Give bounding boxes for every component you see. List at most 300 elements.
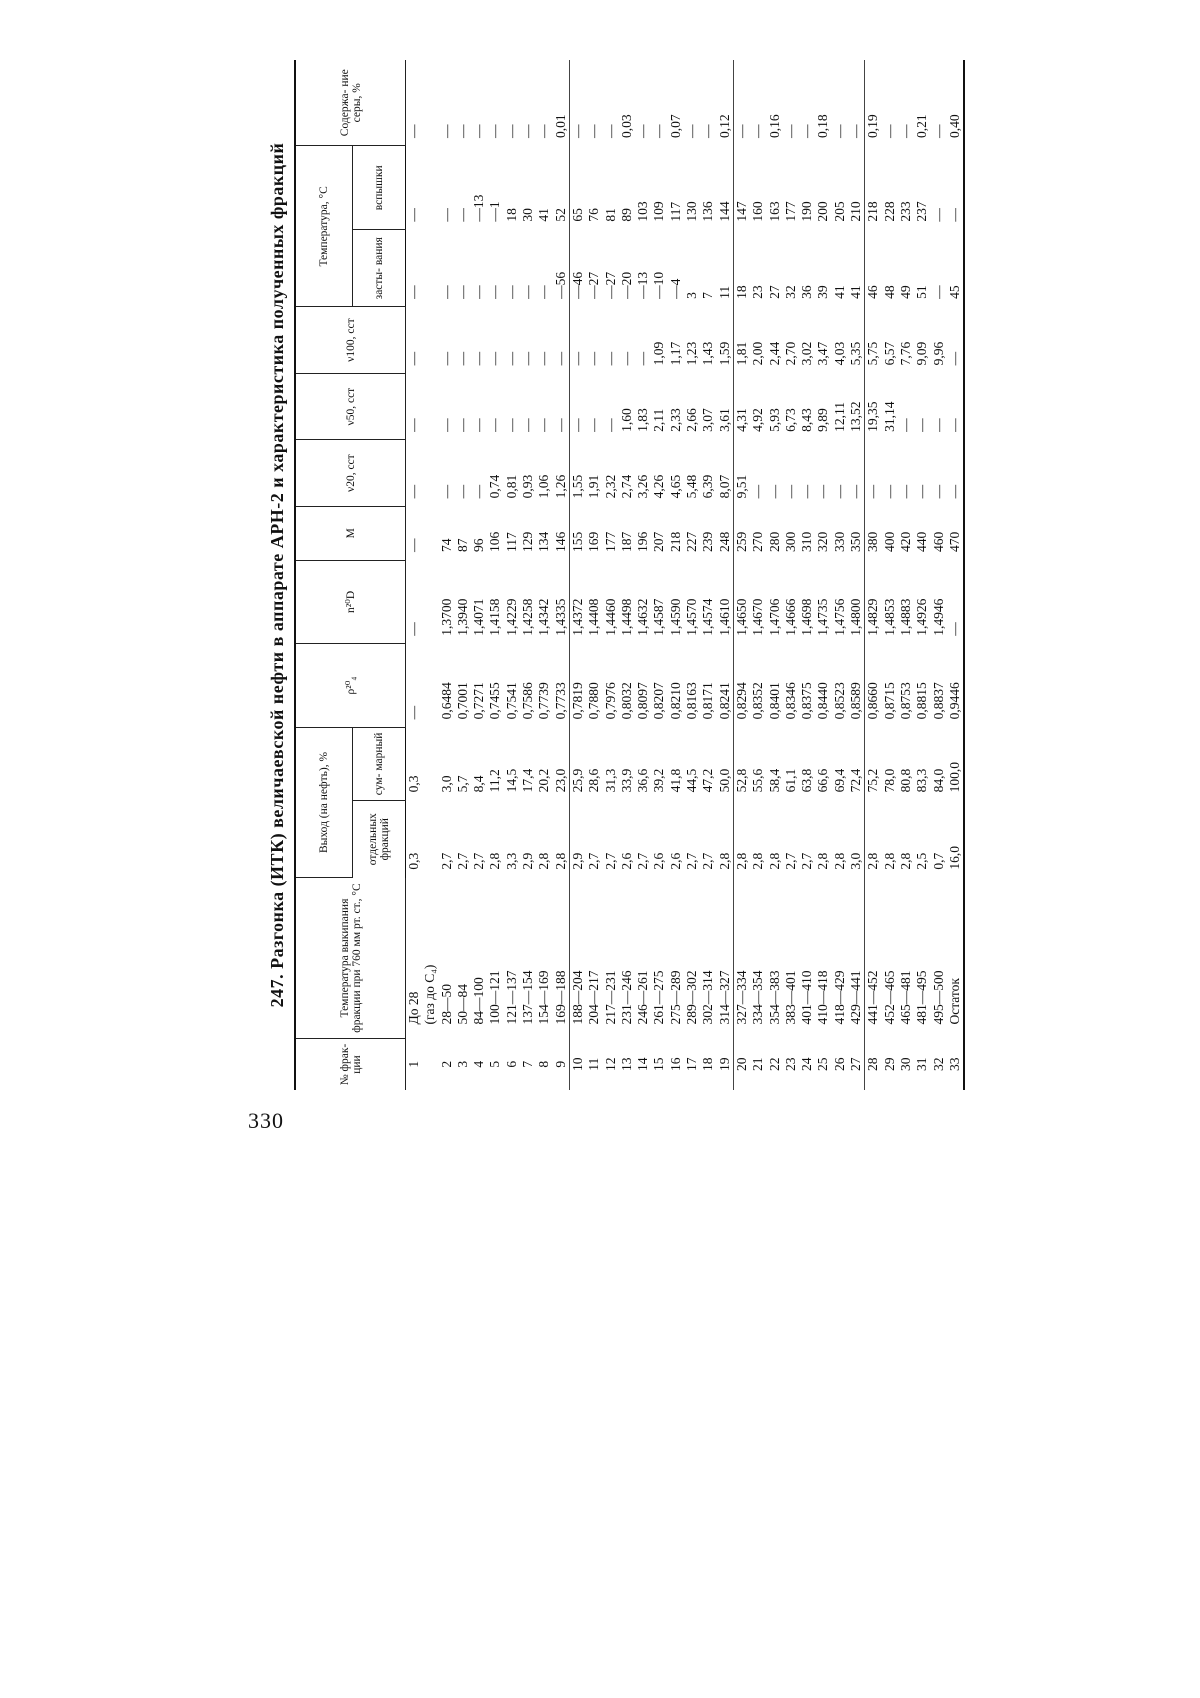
cell-boiling-range: 327—334 <box>733 878 750 1039</box>
cell-viscosity-20: 1,91 <box>586 474 602 499</box>
cell-viscosity-100: — <box>552 351 568 366</box>
cell-viscosity-100: — <box>406 351 421 366</box>
cell-viscosity-100: — <box>618 351 634 366</box>
cell-refraction: 1,4258 <box>520 598 536 636</box>
cell-pour-point: 3 <box>684 292 700 299</box>
cell-pour-point: 32 <box>782 285 798 299</box>
cell-yield-separate: 3,0 <box>848 852 864 870</box>
cell-fraction-number: 12 <box>602 1057 618 1072</box>
cell-pour-point: 46 <box>865 230 882 307</box>
cell-density: 0,8589 <box>848 682 864 720</box>
cell-boiling-range: 188—204 <box>569 878 586 1039</box>
cell-density: — <box>406 705 421 720</box>
cell-fraction-number: 24 <box>799 1057 815 1072</box>
header-temperature-group: Температура, °C <box>295 146 353 307</box>
cell-viscosity-100: 5,75 <box>865 307 882 374</box>
table-row <box>520 60 536 1090</box>
cell-fraction-number: 23 <box>782 1057 798 1072</box>
table-row <box>931 60 947 1090</box>
cell-flash-point: 147 <box>733 146 750 230</box>
table-row <box>668 60 684 1090</box>
table-row <box>783 60 799 1090</box>
cell-viscosity-100: 1,59 <box>716 341 732 366</box>
cell-density: 0,8163 <box>684 682 700 720</box>
cell-yield-separate: 2,8 <box>766 852 782 870</box>
cell-flash-point: 237 <box>914 201 930 222</box>
cell-density: 0,7739 <box>536 682 552 720</box>
cell-viscosity-20: — <box>766 484 782 499</box>
table-row <box>504 60 520 1090</box>
cell-fraction-number: 30 <box>897 1057 913 1072</box>
cell-flash-point: 160 <box>750 201 766 222</box>
cell-density: 0,6484 <box>438 682 454 720</box>
cell-viscosity-20: — <box>865 440 882 507</box>
cell-viscosity-20: — <box>930 484 946 499</box>
cell-yield-separate: 2,7 <box>586 852 602 870</box>
cell-pour-point: 11 <box>716 285 732 299</box>
header-yield-separate: отдельных фракций <box>367 813 391 866</box>
cell-refraction: 1,4829 <box>865 560 882 644</box>
cell-flash-point: — <box>930 208 946 222</box>
cell-sulfur: 0,01 <box>552 114 568 138</box>
cell-sulfur: 0,40 <box>946 114 962 138</box>
cell-viscosity-20: — <box>438 484 454 499</box>
cell-yield-total: 66,6 <box>815 768 831 793</box>
cell-yield-total: 33,9 <box>618 768 634 793</box>
cell-viscosity-20: 0,74 <box>487 474 503 499</box>
cell-viscosity-50: 1,83 <box>635 408 651 432</box>
cell-viscosity-50: — <box>930 418 946 432</box>
cell-viscosity-20: — <box>799 484 815 499</box>
cell-viscosity-100: — <box>586 351 602 366</box>
header-yield-group: Выход (на нефть), % <box>295 727 353 877</box>
table-row <box>700 60 716 1090</box>
cell-viscosity-20: 2,32 <box>602 474 618 499</box>
cell-refraction: 1,4706 <box>766 598 782 636</box>
cell-boiling-range: 495—500 <box>930 970 946 1025</box>
cell-fraction-number: 29 <box>881 1057 897 1072</box>
cell-boiling-range: 441—452 <box>865 878 882 1039</box>
table-row <box>536 60 552 1090</box>
cell-viscosity-100: — <box>454 351 470 366</box>
cell-flash-point: — <box>406 208 421 222</box>
cell-density: 0,7880 <box>586 682 602 720</box>
cell-flash-point: 205 <box>831 201 847 222</box>
cell-sulfur <box>422 60 438 146</box>
cell-yield-total: 69,4 <box>831 768 847 793</box>
cell-pour-point: 48 <box>881 285 897 299</box>
cell-refraction: 1,4158 <box>487 598 503 636</box>
cell-molar-mass: 134 <box>536 531 552 553</box>
cell-yield-separate: 2,8 <box>831 852 847 870</box>
cell-yield-total: 80,8 <box>897 768 913 793</box>
cell-fraction-number: 16 <box>667 1057 683 1072</box>
cell-yield-total: 61,1 <box>782 768 798 793</box>
cell-viscosity-50: 2,11 <box>651 408 667 432</box>
cell-yield-total: 39,2 <box>651 768 667 793</box>
cell-viscosity-20: 1,55 <box>569 440 586 507</box>
cell-boiling-range: 465—481 <box>897 970 913 1025</box>
header-flash-point: вспышки <box>353 146 406 230</box>
cell-viscosity-20 <box>422 440 438 507</box>
cell-refraction: 1,4946 <box>930 598 946 636</box>
cell-pour-point: 45 <box>946 285 962 299</box>
cell-sulfur: — <box>831 124 847 138</box>
cell-sulfur: 0,12 <box>716 114 732 138</box>
cell-refraction: 1,4666 <box>782 598 798 636</box>
cell-flash-point: —1 <box>487 201 503 222</box>
cell-boiling-range: 334—354 <box>750 970 766 1025</box>
header-refraction-index: n²⁰D <box>295 560 406 644</box>
cell-pour-point <box>422 230 438 307</box>
table-row <box>947 60 964 1090</box>
cell-refraction: 1,3700 <box>438 598 454 636</box>
cell-flash-point: 76 <box>586 208 602 222</box>
cell-viscosity-100: 1,43 <box>700 341 716 366</box>
cell-flash-point: 200 <box>815 201 831 222</box>
cell-viscosity-100: 2,44 <box>766 341 782 366</box>
cell-viscosity-50: — <box>454 418 470 432</box>
cell-viscosity-100: 9,09 <box>914 341 930 366</box>
cell-yield-total: 3,0 <box>438 775 454 793</box>
cell-yield-separate: 2,7 <box>782 852 798 870</box>
cell-molar-mass: 330 <box>831 531 847 553</box>
cell-sulfur: — <box>438 124 454 138</box>
cell-yield-separate: 2,8 <box>865 800 882 877</box>
cell-sulfur: — <box>684 124 700 138</box>
cell-density <box>422 644 438 728</box>
cell-fraction-number: 22 <box>766 1057 782 1072</box>
cell-sulfur: — <box>586 124 602 138</box>
cell-viscosity-50: — <box>897 418 913 432</box>
cell-yield-total: 28,6 <box>586 768 602 793</box>
table-row <box>471 60 487 1090</box>
cell-viscosity-50: 5,93 <box>766 408 782 432</box>
cell-boiling-range: 354—383 <box>766 970 782 1025</box>
cell-fraction-number: 31 <box>914 1057 930 1072</box>
cell-boiling-range: 383—401 <box>782 970 798 1025</box>
cell-yield-separate: 2,6 <box>618 852 634 870</box>
cell-refraction: 1,4735 <box>815 598 831 636</box>
cell-flash-point: 103 <box>635 201 651 222</box>
cell-yield-total <box>422 727 438 800</box>
cell-refraction: 1,4853 <box>881 598 897 636</box>
cell-viscosity-50: 3,61 <box>716 408 732 432</box>
cell-refraction: 1,4335 <box>552 598 568 636</box>
cell-viscosity-20: 8,07 <box>716 474 732 499</box>
cell-refraction: 1,4883 <box>897 598 913 636</box>
cell-yield-separate: 2,7 <box>635 852 651 870</box>
cell-viscosity-100: 9,96 <box>930 341 946 366</box>
cell-refraction: 1,4926 <box>914 598 930 636</box>
cell-boiling-range: 217—231 <box>602 970 618 1025</box>
cell-viscosity-50: 4,31 <box>733 373 750 440</box>
cell-boiling-range: 410—418 <box>815 970 831 1025</box>
cell-boiling-range: 289—302 <box>684 970 700 1025</box>
cell-sulfur: — <box>782 124 798 138</box>
cell-flash-point: 30 <box>520 208 536 222</box>
cell-molar-mass: 460 <box>930 531 946 553</box>
cell-yield-separate: 2,7 <box>471 852 487 870</box>
cell-fraction-number: 9 <box>552 1060 568 1068</box>
cell-yield-separate: 2,7 <box>602 852 618 870</box>
cell-sulfur: 0,21 <box>914 114 930 138</box>
cell-density: 0,7733 <box>552 682 568 720</box>
cell-fraction-number: 2 <box>438 1060 454 1068</box>
table-row <box>767 60 783 1090</box>
cell-boiling-range: 231—246 <box>618 970 634 1025</box>
cell-viscosity-100: 6,57 <box>881 341 897 366</box>
cell-yield-separate: 2,8 <box>487 852 503 870</box>
cell-yield-separate: 2,8 <box>716 852 732 870</box>
cell-boiling-range: 481—495 <box>914 970 930 1025</box>
cell-refraction: 1,4670 <box>750 598 766 636</box>
cell-density: 0,8294 <box>733 644 750 728</box>
cell-viscosity-100: — <box>946 351 962 366</box>
cell-molar-mass: 177 <box>602 531 618 553</box>
cell-fraction-number: 6 <box>503 1060 519 1068</box>
cell-viscosity-100: 1,17 <box>667 341 683 366</box>
cell-fraction-number: 10 <box>569 1039 586 1090</box>
table-row <box>914 60 930 1090</box>
cell-yield-total: 58,4 <box>766 768 782 793</box>
cell-viscosity-20: — <box>750 484 766 499</box>
cell-fraction-number <box>422 1039 438 1090</box>
header-viscosity-20: ν20, сст <box>295 440 406 507</box>
table-row <box>406 60 423 1090</box>
cell-fraction-number: 13 <box>618 1057 634 1072</box>
cell-molar-mass: 117 <box>503 532 519 553</box>
cell-fraction-number: 5 <box>487 1060 503 1068</box>
cell-flash-point: 65 <box>569 146 586 230</box>
cell-molar-mass: 239 <box>700 531 716 553</box>
table-title: 247. Разгонка (ИТК) величаевской нефти в аппарате АРН-2 и характеристика полученных фракций <box>267 142 287 1008</box>
cell-yield-separate: 2,8 <box>881 852 897 870</box>
cell-sulfur: — <box>602 124 618 138</box>
cell-fraction-number: 32 <box>930 1057 946 1072</box>
page-number: 330 <box>248 1108 284 1133</box>
cell-flash-point: 144 <box>716 201 732 222</box>
cell-boiling-range: 275—289 <box>667 970 683 1025</box>
cell-flash-point: 89 <box>618 208 634 222</box>
rotated-table-block <box>260 60 962 1090</box>
table-row <box>635 60 651 1090</box>
cell-viscosity-50: — <box>471 418 487 432</box>
cell-yield-total: 23,0 <box>552 768 568 793</box>
cell-fraction-number: 26 <box>831 1057 847 1072</box>
table-row <box>603 60 619 1090</box>
cell-pour-point: 41 <box>831 285 847 299</box>
cell-pour-point: 7 <box>700 292 716 299</box>
cell-density: 0,8171 <box>700 682 716 720</box>
cell-refraction: 1,4570 <box>684 598 700 636</box>
cell-viscosity-50: 4,92 <box>750 408 766 432</box>
cell-sulfur: — <box>503 124 519 138</box>
cell-molar-mass: 96 <box>471 538 487 553</box>
table-row <box>832 60 848 1090</box>
cell-yield-separate: 2,5 <box>914 852 930 870</box>
cell-yield-separate: 2,8 <box>536 852 552 870</box>
cell-molar-mass: 196 <box>635 531 651 553</box>
cell-fraction-number: 1 <box>406 1060 421 1068</box>
cell-boiling-range: 204—217 <box>586 970 602 1025</box>
cell-density: 0,8815 <box>914 682 930 720</box>
cell-boiling-range: 84—100 <box>471 977 487 1025</box>
cell-fraction-number: 3 <box>454 1060 470 1068</box>
cell-molar-mass: 106 <box>487 531 503 553</box>
table-row <box>586 60 602 1090</box>
cell-density: 0,8523 <box>831 682 847 720</box>
cell-density: 0,8346 <box>782 682 798 720</box>
table-row <box>815 60 831 1090</box>
cell-density: 0,7819 <box>569 644 586 728</box>
cell-yield-total: 25,9 <box>569 727 586 800</box>
table-row <box>799 60 815 1090</box>
header-molar-mass: M <box>295 506 406 560</box>
table-row <box>422 60 438 1090</box>
cell-viscosity-100: 7,76 <box>897 341 913 366</box>
cell-viscosity-50: — <box>552 418 568 432</box>
cell-viscosity-20: 2,74 <box>618 474 634 499</box>
cell-density: 0,7001 <box>454 682 470 720</box>
cell-yield-total: 55,6 <box>750 768 766 793</box>
table-row <box>882 60 898 1090</box>
cell-sulfur: — <box>700 124 716 138</box>
cell-viscosity-100: — <box>569 307 586 374</box>
cell-fraction-number: 27 <box>848 1057 864 1072</box>
cell-boiling-range: 418—429 <box>831 970 847 1025</box>
cell-fraction-number: 20 <box>733 1039 750 1090</box>
cell-molar-mass <box>422 506 438 560</box>
cell-flash-point: 81 <box>602 208 618 222</box>
cell-molar-mass: 259 <box>733 506 750 560</box>
cell-flash-point <box>422 146 438 230</box>
cell-density: 0,7586 <box>520 682 536 720</box>
cell-refraction: 1,4610 <box>716 598 732 636</box>
cell-sulfur: — <box>520 124 536 138</box>
cell-refraction: 1,4498 <box>618 598 634 636</box>
cell-viscosity-50: 9,89 <box>815 408 831 432</box>
table-row <box>898 60 914 1090</box>
cell-yield-total: 17,4 <box>520 768 536 793</box>
cell-yield-total: 44,5 <box>684 768 700 793</box>
cell-molar-mass: 300 <box>782 531 798 553</box>
cell-yield-total: 36,6 <box>635 768 651 793</box>
cell-molar-mass: 280 <box>766 531 782 553</box>
table-row <box>750 60 766 1090</box>
cell-sulfur: — <box>930 124 946 138</box>
cell-yield-total: 41,8 <box>667 768 683 793</box>
cell-boiling-range: 302—314 <box>700 970 716 1025</box>
cell-viscosity-50: — <box>569 373 586 440</box>
table-row <box>848 60 865 1090</box>
cell-viscosity-50: 19,35 <box>865 373 882 440</box>
table-row <box>865 60 882 1090</box>
cell-refraction: 1,4698 <box>799 598 815 636</box>
cell-viscosity-50: — <box>503 418 519 432</box>
cell-density: 0,7455 <box>487 682 503 720</box>
cell-pour-point: 41 <box>848 285 864 299</box>
cell-density: 0,8375 <box>799 682 815 720</box>
cell-density: 0,7541 <box>503 682 519 720</box>
cell-fraction-number: 25 <box>815 1057 831 1072</box>
cell-flash-point: 163 <box>766 201 782 222</box>
cell-flash-point: — <box>438 208 454 222</box>
cell-pour-point: —56 <box>552 271 568 299</box>
cell-yield-separate: 2,8 <box>733 800 750 877</box>
cell-density: 0,8210 <box>667 682 683 720</box>
cell-viscosity-50: 8,43 <box>799 408 815 432</box>
cell-yield-total: 11,2 <box>487 769 503 793</box>
table-row <box>717 60 734 1090</box>
header-sulfur-content: Содержа- ние серы, % <box>295 60 406 146</box>
cell-pour-point: 18 <box>733 230 750 307</box>
header-density: ρ²⁰₄ <box>295 644 406 728</box>
cell-flash-point: 210 <box>848 201 864 222</box>
cell-viscosity-50: 3,07 <box>700 408 716 432</box>
cell-viscosity-20: 0,93 <box>520 474 536 499</box>
cell-viscosity-100: — <box>503 351 519 366</box>
cell-viscosity-20: 4,65 <box>667 474 683 499</box>
cell-pour-point: — <box>487 285 503 299</box>
cell-refraction: 1,4587 <box>651 598 667 636</box>
cell-density: 0,8837 <box>930 682 946 720</box>
cell-boiling-range: 137—154 <box>520 970 536 1025</box>
cell-sulfur: — <box>406 124 421 138</box>
cell-viscosity-100: — <box>602 351 618 366</box>
cell-yield-total: 47,2 <box>700 768 716 793</box>
cell-sulfur: — <box>487 124 503 138</box>
cell-yield-separate: 0,7 <box>930 852 946 870</box>
cell-boiling-range: 452—465 <box>881 970 897 1025</box>
cell-refraction: 1,4460 <box>602 598 618 636</box>
cell-yield-total: 14,5 <box>503 768 519 793</box>
cell-flash-point: — <box>946 208 962 222</box>
cell-fraction-number: 14 <box>635 1057 651 1072</box>
cell-density: 0,8401 <box>766 682 782 720</box>
cell-density: 0,7976 <box>602 682 618 720</box>
cell-pour-point: — <box>438 285 454 299</box>
cell-density: 0,9446 <box>946 682 962 720</box>
cell-molar-mass: 380 <box>865 506 882 560</box>
cell-viscosity-50: — <box>406 418 421 432</box>
cell-yield-separate: 2,7 <box>438 852 454 870</box>
cell-pour-point: — <box>536 285 552 299</box>
cell-viscosity-20: 0,81 <box>503 474 519 499</box>
cell-yield-separate: 2,7 <box>454 852 470 870</box>
cell-viscosity-100: 3,02 <box>799 341 815 366</box>
cell-sulfur: — <box>471 124 487 138</box>
cell-density: 0,7271 <box>471 682 487 720</box>
cell-viscosity-20: — <box>881 484 897 499</box>
cell-molar-mass: 270 <box>750 531 766 553</box>
cell-flash-point: 177 <box>782 201 798 222</box>
cell-viscosity-20: 3,26 <box>635 474 651 499</box>
cell-fraction-number: 8 <box>536 1060 552 1068</box>
cell-molar-mass: 470 <box>946 531 962 553</box>
cell-refraction: 1,4342 <box>536 598 552 636</box>
cell-density: 0,8241 <box>716 682 732 720</box>
cell-molar-mass: 420 <box>897 531 913 553</box>
cell-yield-total: 75,2 <box>865 727 882 800</box>
cell-yield-total: 20,2 <box>536 768 552 793</box>
table-row <box>455 60 471 1090</box>
cell-viscosity-20: — <box>782 484 798 499</box>
cell-yield-total: 0,3 <box>406 775 421 793</box>
cell-viscosity-50: — <box>438 418 454 432</box>
cell-flash-point: 136 <box>700 201 716 222</box>
cell-viscosity-100: — <box>536 351 552 366</box>
